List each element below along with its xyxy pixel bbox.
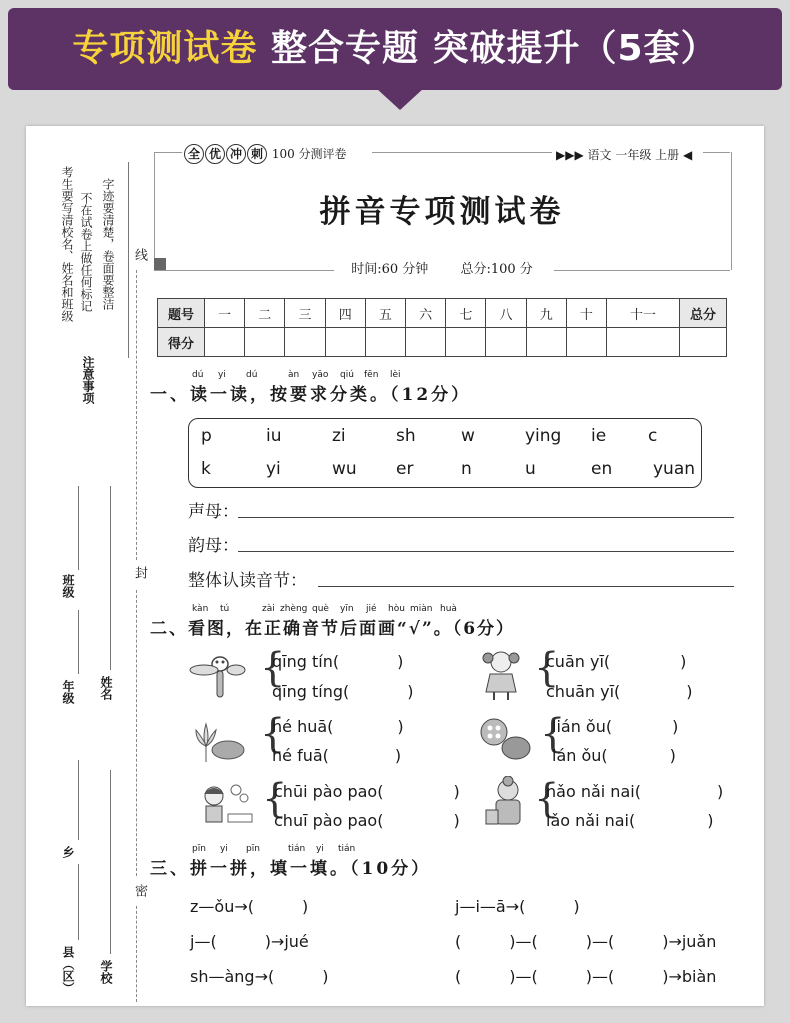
pinyin: lèi (390, 370, 401, 380)
syllable: yi (266, 459, 281, 479)
brand-logo: 全 优 冲 刺 100 分测评卷 (184, 144, 347, 164)
pinyin: yi (316, 844, 324, 854)
syllable: k (201, 459, 211, 479)
grade-line[interactable] (78, 610, 79, 674)
notice-line-2: 不在试卷上做任何标记 (79, 192, 93, 312)
secret-word: 密 (132, 884, 147, 897)
grade-label: 年级 (61, 680, 75, 704)
pinyin: yīn (340, 604, 354, 614)
county-line[interactable] (78, 864, 79, 940)
option-b[interactable]: chuān yī( ) (546, 682, 693, 701)
pinyin: kàn (192, 604, 209, 614)
q3-title: 三、拼一拼，填一填。（10分） (150, 859, 432, 879)
option-a[interactable]: hé huā( ) (272, 717, 404, 736)
pinyin: miàn (410, 604, 433, 614)
pinyin: què (312, 604, 329, 614)
syllable: ie (591, 426, 607, 446)
syllable: u (525, 459, 536, 479)
banner-pointer (376, 88, 424, 110)
option-a[interactable]: cuān yī( ) (546, 652, 687, 671)
table-row: 得分 (158, 328, 727, 357)
finals-label: 韵母： (188, 536, 239, 556)
name-label: 姓名 (99, 676, 113, 700)
spell-item[interactable]: z—ǒu→( ) (190, 897, 309, 916)
header-rule-left (154, 152, 182, 153)
seal-line-word: 线 (132, 248, 147, 261)
table-row: 题号 一 二 三 四 五 六 七 八 九 十 十一 总分 (158, 299, 727, 328)
syllable: ying (525, 426, 562, 446)
spell-item[interactable]: j—( )→jué (190, 932, 309, 951)
dragonfly-picture (188, 650, 246, 698)
pinyin: tián (338, 844, 356, 854)
option-a[interactable]: chūi pào pao( ) (274, 782, 460, 801)
seal-dash-2 (136, 590, 137, 876)
initials-label: 声母： (188, 502, 239, 522)
notice-title: 注意事项 (81, 356, 95, 404)
pinyin: fēn (364, 370, 379, 380)
brace: { (262, 776, 288, 822)
initials-answer-line[interactable] (238, 517, 734, 518)
banner-title: 专项测试卷 整合专题 突破提升（5套） (72, 28, 718, 69)
spell-item[interactable]: ( )—( )—( )→juǎn (455, 932, 717, 951)
lotus-picture (188, 716, 248, 766)
exam-meta (154, 258, 730, 277)
option-b[interactable]: hé fuā( ) (272, 746, 402, 765)
pinyin: yi (220, 844, 228, 854)
pinyin: tián (288, 844, 306, 854)
syllable: w (461, 426, 475, 446)
township-label: 乡 (61, 846, 75, 858)
syllable: yuan (653, 459, 696, 479)
brace: { (260, 711, 286, 757)
pinyin: hòu (388, 604, 405, 614)
county-label: 县（区） (61, 946, 75, 994)
syllable: wu (332, 459, 357, 479)
seal-dash-1 (136, 270, 137, 560)
time-limit: 时间:60 分钟 (351, 262, 429, 277)
q1-title: 一、读一读，按要求分类。（12分） (150, 385, 472, 405)
pinyin: jié (366, 604, 377, 614)
header-rule-right (703, 152, 730, 153)
pinyin: tú (220, 604, 230, 614)
school-label: 学校 (99, 960, 113, 984)
syllable: en (591, 459, 613, 479)
grade-info: ▶▶▶ 语文 一年级 上册 ◀ (556, 148, 693, 162)
syllable: sh (396, 426, 416, 446)
school-line[interactable] (110, 770, 111, 954)
girl-picture (478, 648, 524, 702)
class-label: 班级 (61, 574, 75, 598)
pinyin: dú (246, 370, 258, 380)
syllable: zi (332, 426, 346, 446)
syllable: er (396, 459, 414, 479)
lotus-root-picture (478, 716, 534, 764)
whole-syllables-label: 整体认读音节： (188, 571, 307, 591)
notice-line-3: 字迹要清楚，卷面要整洁 (101, 178, 115, 310)
brace: { (540, 711, 566, 757)
class-line[interactable] (78, 486, 79, 570)
pinyin: àn (288, 370, 300, 380)
pinyin: pīn (246, 844, 260, 854)
spell-item[interactable]: sh—àng→( ) (190, 967, 329, 986)
notice-lines: 考生要写清校名、姓名和班级 (60, 166, 74, 322)
pinyin: qiú (340, 370, 354, 380)
option-a[interactable]: nǎo nǎi nai( ) (546, 782, 724, 801)
option-b[interactable]: qīng tíng( ) (272, 682, 414, 701)
page-title: 拼音专项测试卷 (319, 194, 565, 230)
grandma-picture (482, 776, 528, 830)
q2-title: 二、看图，在正确音节后面画“√”。（6分） (150, 619, 516, 639)
seal-dash-3 (136, 906, 137, 1002)
pinyin: dú (192, 370, 204, 380)
spell-item[interactable]: j—i—ā→( ) (455, 897, 580, 916)
bubbles-picture (196, 780, 258, 832)
whole-syllables-answer-line[interactable] (318, 586, 734, 587)
pinyin: yi (218, 370, 226, 380)
pinyin: yāo (312, 370, 329, 380)
option-b[interactable]: lán ǒu( ) (552, 746, 676, 765)
spell-item[interactable]: ( )—( )—( )→biàn (455, 967, 717, 986)
syllable: p (201, 426, 212, 446)
total-score: 总分:100 分 (460, 262, 533, 277)
seal-word: 封 (132, 566, 147, 579)
pinyin: zhèng (280, 604, 308, 614)
township-line[interactable] (78, 760, 79, 840)
notice-divider (128, 162, 129, 358)
option-a[interactable]: qīng tín( ) (272, 652, 404, 671)
finals-answer-line[interactable] (238, 551, 734, 552)
brace: { (260, 645, 286, 691)
promo-banner (8, 8, 782, 90)
brace: { (534, 776, 560, 822)
syllable: iu (266, 426, 282, 446)
pinyin: zài (262, 604, 275, 614)
option-a[interactable]: lián ǒu( ) (552, 717, 679, 736)
score-table (157, 298, 727, 357)
pinyin: huà (440, 604, 457, 614)
syllable: c (648, 426, 658, 446)
brace: { (534, 645, 560, 691)
header-rule-mid (372, 152, 552, 153)
name-line[interactable] (110, 486, 111, 670)
pinyin: pīn (192, 844, 206, 854)
syllable: n (461, 459, 472, 479)
option-b[interactable]: lǎo nǎi nai( ) (546, 811, 714, 830)
option-b[interactable]: chuī pào pao( ) (274, 811, 460, 830)
